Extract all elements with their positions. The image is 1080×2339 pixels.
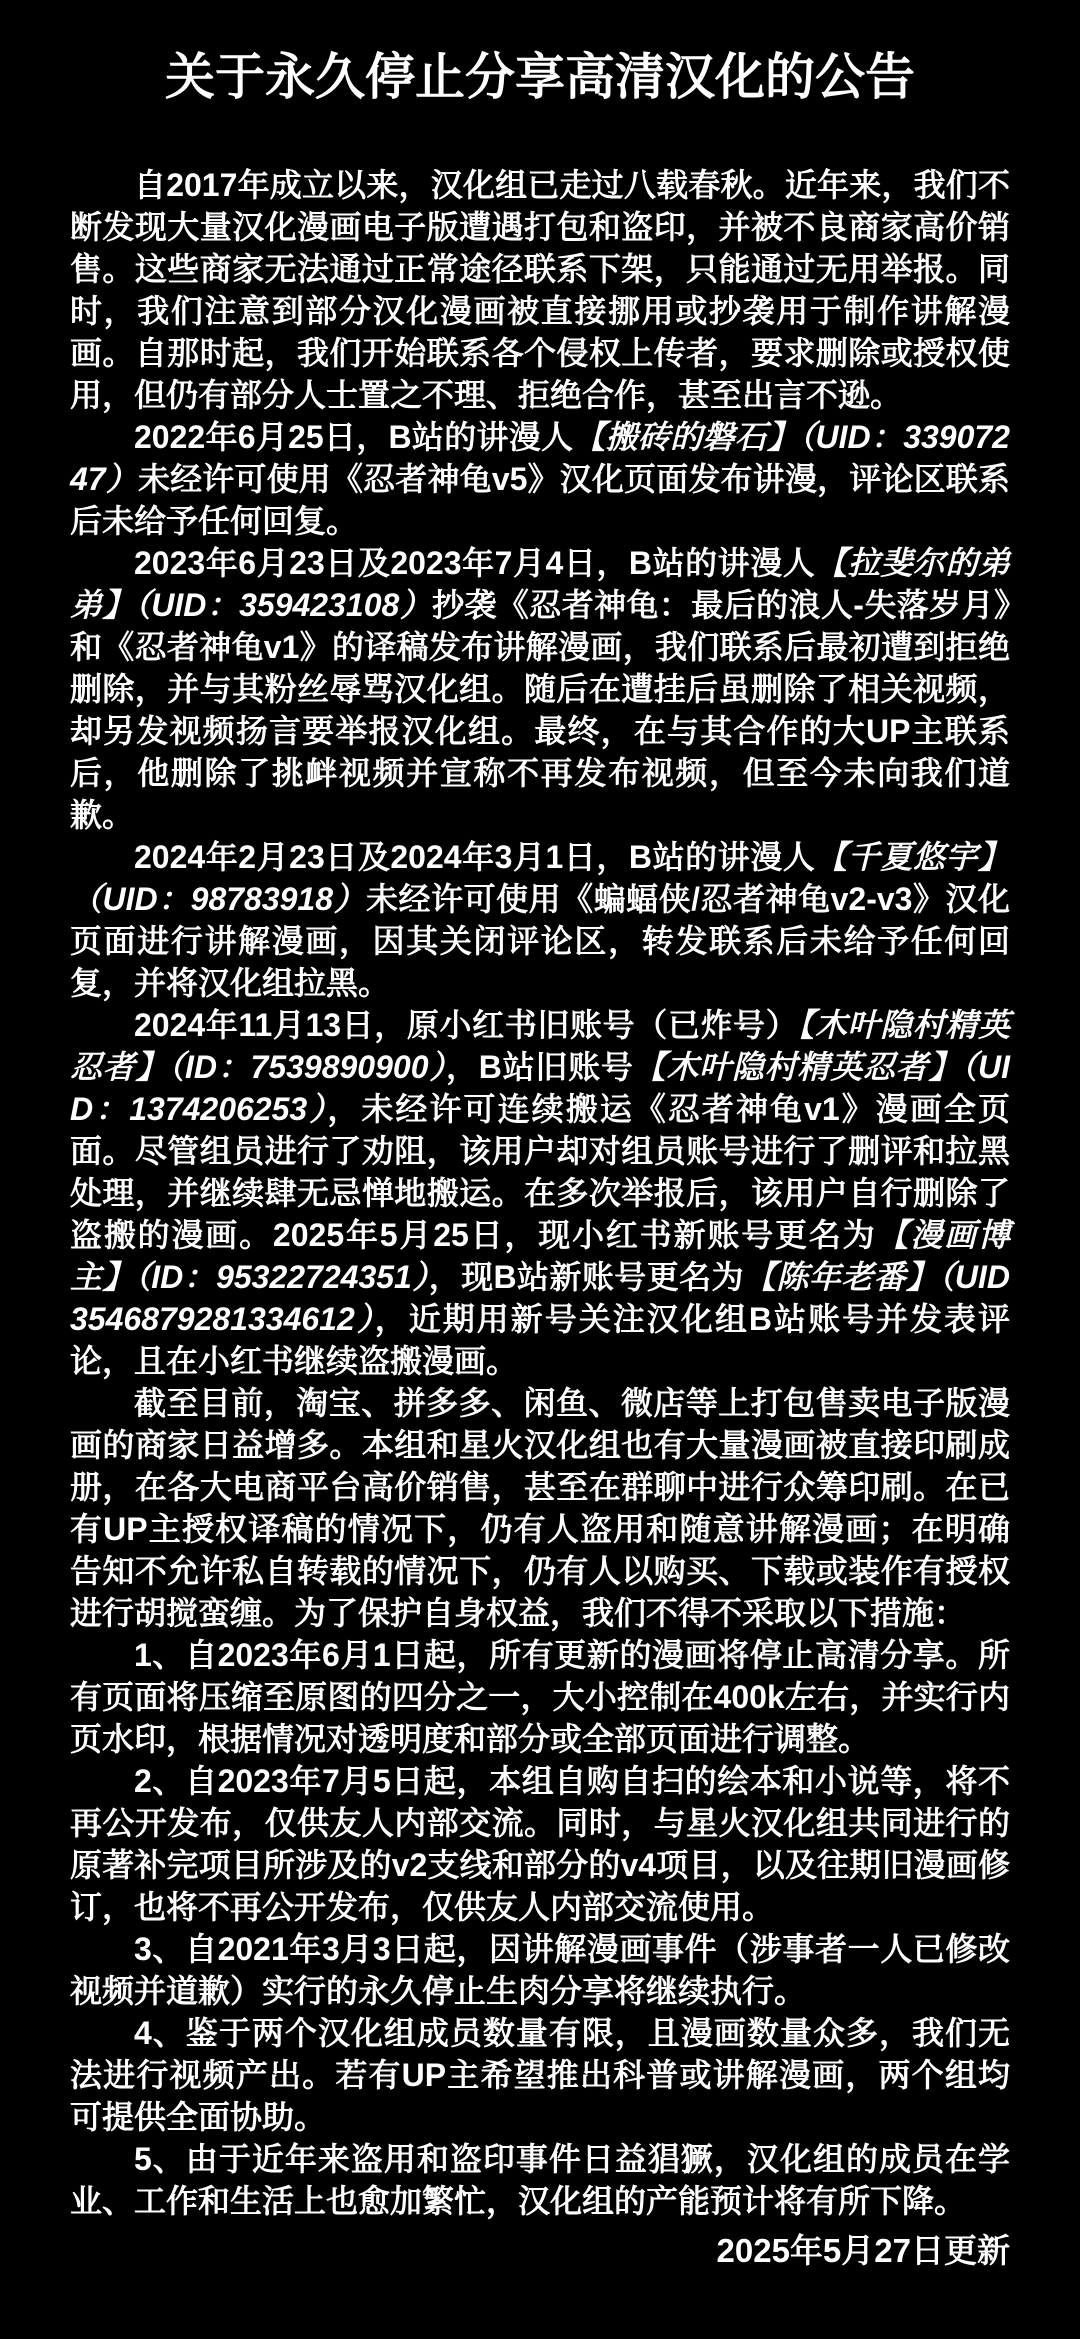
text-run: 2022年6月25日，B站的讲漫人 — [134, 419, 574, 455]
text-run: 2024年11月13日，原小红书旧账号（已炸号） — [134, 1007, 799, 1043]
paragraph — [70, 542, 1010, 836]
text-run: 截至目前，淘宝、拼多多、闲鱼、微店等上打包售卖电子版漫画的商家日益增多。本组和星火汉化组也有大量漫画被直接印刷成册，在各大电商平台高价销售，甚至在群聊中进行众筹印刷。在已有UP主授权译稿的情况下，仍有人盗用和随意讲解漫画；在明确告知不允许私自转载的情况下，仍有人以购买、下载或装作有授权进行胡搅蛮缠。为了保护自身权益，我们不得不采取以下措施： — [70, 1385, 1010, 1631]
highlight-run: 【拉斐尔的弟弟】（UID：359423108） — [70, 545, 1010, 623]
paragraph — [70, 416, 1010, 542]
paragraph — [70, 1760, 1010, 1928]
text-run: 4、鉴于两个汉化组成员数量有限，且漫画数量众多，我们无法进行视频产出。若有UP主希望推出科普或讲解漫画，两个组均可提供全面协助。 — [70, 2015, 1010, 2135]
announcement-title: 关于永久停止分享高清汉化的公告 — [165, 49, 915, 105]
text-run: 2、自2023年7月5日起，本组自购自扫的绘本和小说等，将不再公开发布，仅供友人内部交流。同时，与星火汉化组共同进行的原著补完项目所涉及的v2支线和部分的v4项目，以及往期旧漫画修订，也将不再公开发布，仅供友人内部交流使用。 — [70, 1763, 1010, 1925]
text-run: 2024年2月23日及2024年3月1日，B站的讲漫人 — [134, 839, 816, 875]
text-run: 5、由于近年来盗用和盗印事件日益猖獗，汉化组的成员在学业、工作和生活上也愈加繁忙，汉化组的产能预计将有所下降。 — [70, 2141, 1010, 2219]
text-run: ，现B站新账号更名为 — [428, 1259, 744, 1295]
highlight-run: 【木叶隐村精英忍者】（ID：7539890900） — [70, 1007, 1010, 1085]
highlight-run: 【搬砖的磐石】（UID：33907247） — [70, 419, 1010, 497]
paragraph — [70, 1004, 1010, 1382]
text-run: 3、自2021年3月3日起，因讲解漫画事件（涉事者一人已修改视频并道歉）实行的永久停止生肉分享将继续执行。 — [70, 1931, 1010, 2009]
announcement-body — [70, 164, 1010, 2222]
paragraph — [70, 164, 1010, 416]
paragraph — [70, 1928, 1010, 2012]
text-run: 未经许可使用《蝙蝠侠/忍者神龟v2-v3》汉化页面进行讲解漫画，因其关闭评论区，转发联系后未给予任何回复，并将汉化组拉黑。 — [70, 881, 1010, 1001]
text-run: ，B站旧账号 — [446, 1049, 634, 1085]
paragraph — [70, 1382, 1010, 1634]
text-run: 未经许可使用《忍者神龟v5》汉化页面发布讲漫，评论区联系后未给予任何回复。 — [70, 461, 1010, 539]
text-run: 自2017年成立以来，汉化组已走过八载春秋。近年来，我们不断发现大量汉化漫画电子版遭遇打包和盗印，并被不良商家高价销售。这些商家无法通过正常途径联系下架，只能通过无用举报。同时，我们注意到部分汉化漫画被直接挪用或抄袭用于制作讲解漫画。自那时起，我们开始联系各个侵权上传者，要求删除或授权使用，但仍有部分人士置之不理、拒绝合作，甚至出言不逊。 — [70, 167, 1010, 413]
paragraph — [70, 1634, 1010, 1760]
highlight-run: 【木叶隐村精英忍者】（UID：1374206253） — [70, 1049, 1010, 1127]
text-run: 1、自2023年6月1日起，所有更新的漫画将停止高清分享。所有页面将压缩至原图的四分之一，大小控制在400k左右，并实行内页水印，根据情况对透明度和部分或全部页面进行调整。 — [70, 1637, 1010, 1757]
update-date: 2025年5月27日更新 — [716, 2232, 1010, 2269]
highlight-run: 【陈年老番】（UID3546879281334612） — [70, 1259, 1010, 1337]
text-run: ，未经许可连续搬运《忍者神龟v1》漫画全页面。尽管组员进行了劝阻，该用户却对组员账号进行了删评和拉黑处理，并继续肆无忌惮地搬运。在多次举报后，该用户自行删除了盗搬的漫画。2025年5月25日，现小红书新账号更名为 — [70, 1091, 1010, 1253]
highlight-run: 【千夏悠宇】（UID：98783918） — [70, 839, 1010, 917]
highlight-run: 【漫画博主】（ID：95322724351） — [70, 1217, 1010, 1295]
paragraph — [70, 2138, 1010, 2222]
paragraph — [70, 836, 1010, 1004]
text-run: ，近期用新号关注汉化组B站账号并发表评论，且在小红书继续盗搬漫画。 — [70, 1301, 1010, 1379]
text-run: 抄袭《忍者神龟：最后的浪人-失落岁月》和《忍者神龟v1》的译稿发布讲解漫画，我们联系后最初遭到拒绝删除，并与其粉丝辱骂汉化组。随后在遭挂后虽删除了相关视频，却另发视频扬言要举报汉化组。最终，在与其合作的大UP主联系后，他删除了挑衅视频并宣称不再发布视频，但至今未向我们道歉。 — [70, 587, 1010, 833]
paragraph — [70, 2012, 1010, 2138]
text-run: 2023年6月23日及2023年7月4日，B站的讲漫人 — [134, 545, 816, 581]
